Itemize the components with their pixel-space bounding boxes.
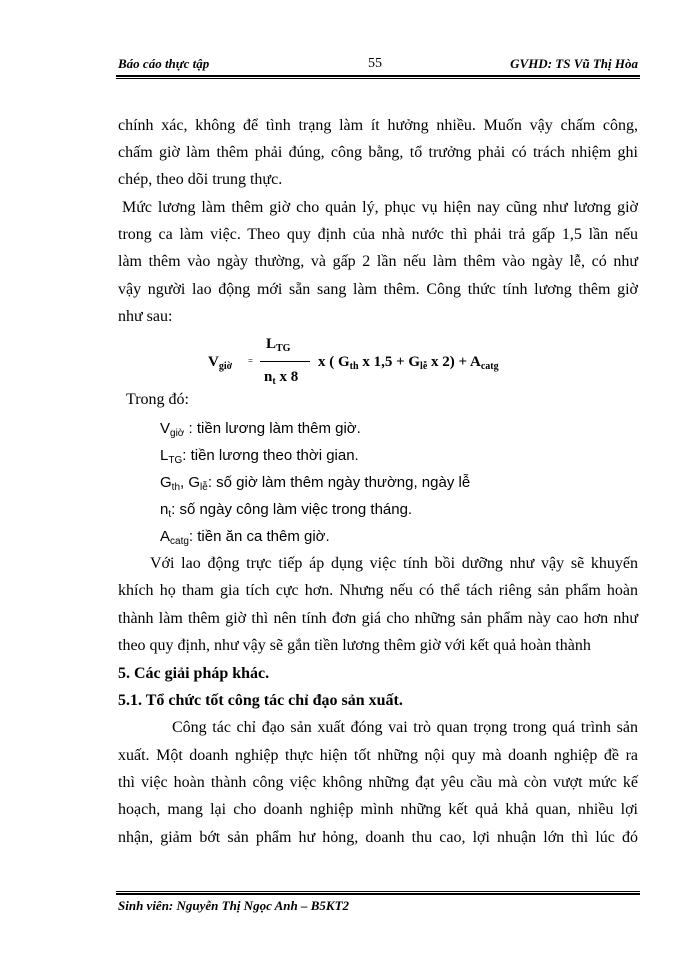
where-label: Trong đó: xyxy=(126,391,189,408)
header-rule xyxy=(116,75,640,77)
fraction-bar xyxy=(260,361,310,362)
paragraph-line: Mức lương làm thêm giờ cho quản lý, phục vụ hiện nay cũng như lương giờ xyxy=(122,199,638,216)
paragraph-line: hoạch, mang lại cho doanh nghiệp mình những kết quả khả quan, nhiều lợi xyxy=(118,801,638,818)
paragraph-line: trong ca làm việc. Theo quy định của nhà nước thì phải trả gấp 1,5 lần nếu xyxy=(118,226,638,243)
formula-denominator: $n_t$ x 8 xyxy=(264,369,299,387)
formula-remainder: x ( $G_{th}$ x $1,5 + G_{lễ}$ x $2) + A_{catg}$ xyxy=(318,354,499,372)
footer-student: Sinh viên: Nguyễn Thị Ngọc Anh – B5KT2 xyxy=(118,898,350,913)
definition-g: $G_{th}$, $G_{lễ}$: số giờ làm thêm ngày thường, ngày lễ xyxy=(160,474,471,493)
footer-rule-thin xyxy=(116,891,640,892)
section-heading-5: 5. Các giải pháp khác. xyxy=(118,665,270,682)
page-number: 55 xyxy=(368,56,382,71)
paragraph-line: khích họ tham gia tích cực hơn. Nhưng nếu có thể tách riêng sản phẩm hoàn xyxy=(118,582,638,599)
header-rule-thin xyxy=(116,78,640,79)
overtime-wage-formula xyxy=(208,336,528,386)
definition-v: $V_{giờ}$ : tiền lương làm thêm giờ. xyxy=(160,420,361,439)
paragraph-line: xuất. Một doanh nghiệp thực hiện tốt những nội quy mà doanh nghiệp đề ra xyxy=(118,747,638,764)
paragraph-line: nhận, giảm bớt sản phẩm hư hỏng, doanh thu cao, lợi nhuận lớn thì lúc đó xyxy=(118,829,638,846)
paragraph-line: Với lao động trực tiếp áp dụng việc tính bồi dưỡng như vậy sẽ khuyến xyxy=(150,555,638,572)
definition-n: $n_t$: số ngày công làm việc trong tháng. xyxy=(160,501,413,520)
section-heading-5-1: 5.1. Tổ chức tốt công tác chỉ đạo sản xuất. xyxy=(118,692,403,709)
footer-rule xyxy=(116,893,640,895)
paragraph-line: chấm giờ làm thêm phải đúng, công bằng, tổ trưởng phải có trách nhiệm ghi xyxy=(118,144,638,161)
paragraph-line: chính xác, không để tình trạng làm ít hưởng nhiều. Muốn vậy chấm công, xyxy=(118,117,638,134)
paragraph-line: vậy người lao động mới sẵn sang làm thêm. Công thức tính lương thêm giờ xyxy=(118,281,638,298)
formula-lhs: $V_{giờ}$ xyxy=(208,354,233,372)
paragraph-line: theo quy định, như vậy sẽ gắn tiền lương thêm giờ với kết quả hoàn thành xyxy=(118,637,591,654)
paragraph-line: làm thêm vào ngày thường, và gấp 2 lần nếu làm thêm vào ngày lễ, có như xyxy=(118,253,638,270)
formula-numerator: $L_{TG}$ xyxy=(266,336,291,354)
paragraph-line: chép, theo dõi trung thực. xyxy=(118,171,283,188)
page-header xyxy=(118,56,638,74)
paragraph-line: Công tác chỉ đạo sản xuất đóng vai trò quan trọng trong quá trình sản xyxy=(172,719,638,736)
definition-a: $A_{catg}$: tiền ăn ca thêm giờ. xyxy=(160,528,330,547)
paragraph-line: như sau: xyxy=(118,308,173,325)
header-report-title: Báo cáo thực tập xyxy=(118,56,210,71)
header-supervisor: GVHD: TS Vũ Thị Hòa xyxy=(510,56,638,71)
definition-l: $L_{TG}$: tiền lương theo thời gian. xyxy=(160,447,359,466)
paragraph-line: thành làm thêm giờ thì nên tính đơn giá cho những sản phẩm này cao hơn như xyxy=(118,610,638,627)
paragraph-line: thì việc hoàn thành công việc không những đạt yêu cầu mà còn vượt mức kế xyxy=(118,774,638,791)
formula-equals: = xyxy=(248,356,254,366)
